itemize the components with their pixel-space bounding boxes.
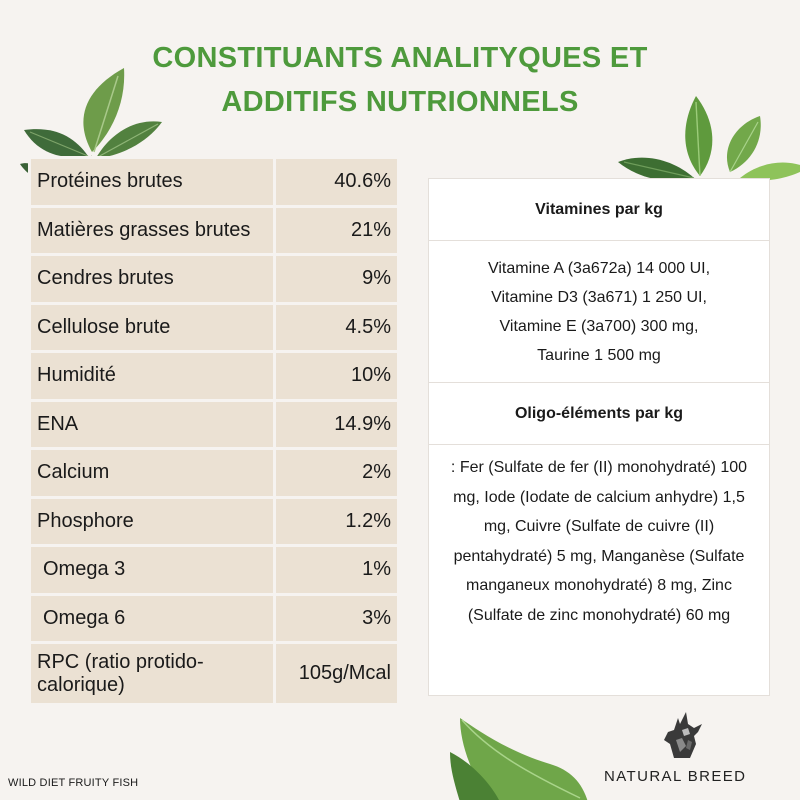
row-label: Omega 3 xyxy=(30,546,275,595)
row-value: 14.9% xyxy=(275,400,399,449)
row-value: 105g/Mcal xyxy=(275,643,399,705)
row-label: Protéines brutes xyxy=(30,158,275,207)
table-row xyxy=(30,400,399,449)
row-value: 40.6% xyxy=(275,158,399,207)
vitamin-line: Taurine 1 500 mg xyxy=(537,346,661,364)
howling-wolf-logo-icon xyxy=(660,710,706,760)
row-label: RPC (ratio protido-calorique) xyxy=(30,643,275,705)
table-row xyxy=(30,546,399,595)
trace-elements-heading: Oligo-éléments par kg xyxy=(429,383,769,445)
row-label: Cellulose brute xyxy=(30,303,275,352)
row-value: 3% xyxy=(275,594,399,643)
page-title xyxy=(0,36,800,124)
title-line-1: CONSTITUANTS ANALITYQUES ET xyxy=(152,42,648,74)
table-row xyxy=(30,643,399,705)
table-row xyxy=(30,206,399,255)
row-label: ENA xyxy=(30,400,275,449)
row-value: 1.2% xyxy=(275,497,399,546)
row-label: Omega 6 xyxy=(30,594,275,643)
row-label: Phosphore xyxy=(30,497,275,546)
row-label: Humidité xyxy=(30,352,275,401)
trace-elements-text: : Fer (Sulfate de fer (II) monohydraté) 100 mg, Iode (Iodate de calcium anhydre) 1,5 mg, Cuivre (Sulfate de cuivre (II) pentahydraté) 5 mg, Manganèse (Sulfate manganeux monohydraté) 8 mg, Zinc (Sulfate de zinc monohydraté) 60 mg xyxy=(450,459,748,624)
table-row xyxy=(30,303,399,352)
table-row xyxy=(30,255,399,304)
row-value: 2% xyxy=(275,449,399,498)
vitamin-line: Vitamine D3 (3a671) 1 250 UI, xyxy=(491,288,707,306)
table-row xyxy=(30,497,399,546)
row-value: 1% xyxy=(275,546,399,595)
product-name: WILD DIET FRUITY FISH xyxy=(8,777,139,789)
table-row xyxy=(30,158,399,207)
analytic-constituents-table xyxy=(28,156,400,706)
row-label: Calcium xyxy=(30,449,275,498)
title-line-2: ADDITIFS NUTRIONNELS xyxy=(221,86,579,118)
row-value: 10% xyxy=(275,352,399,401)
vitamin-line: Vitamine A (3a672a) 14 000 UI, xyxy=(487,259,711,277)
vitamin-line: Vitamine E (3a700) 300 mg, xyxy=(499,317,699,335)
row-value: 21% xyxy=(275,206,399,255)
vitamins-list xyxy=(429,241,769,383)
row-label: Cendres brutes xyxy=(30,255,275,304)
row-value: 9% xyxy=(275,255,399,304)
table-row xyxy=(30,594,399,643)
leaf-cluster-bottom-icon xyxy=(450,712,590,800)
vitamins-heading: Vitamines par kg xyxy=(429,179,769,241)
additives-box xyxy=(428,178,770,696)
brand-name: NATURAL BREED xyxy=(604,768,747,785)
table-row xyxy=(30,352,399,401)
table-row xyxy=(30,449,399,498)
row-value: 4.5% xyxy=(275,303,399,352)
row-label: Matières grasses brutes xyxy=(30,206,275,255)
